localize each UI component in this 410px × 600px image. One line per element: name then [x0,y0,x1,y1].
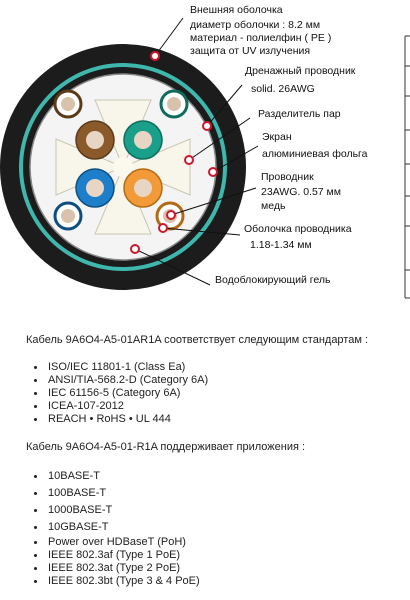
list-item: • IEEE 802.3bt (Type 3 & 4 PoE) [46,575,200,588]
label-drain-title: Дренажный проводник [245,65,356,77]
list-item: • 10BASE-T [46,468,200,485]
label-gel-title: Водоблокирующий гель [215,274,331,286]
list-item: • IEEE 802.3af (Type 1 PoE) [46,549,200,562]
label-conductor-gauge: 23AWG. 0.57 мм [261,186,341,198]
label-drain-value: solid. 26AWG [251,83,315,95]
applications-list [28,468,200,588]
list-item: • ANSI/TIA-568.2-D (Category 6A) [46,374,208,387]
label-separator-title: Разделитель пар [258,108,341,120]
list-item: • 1000BASE-T [46,502,200,519]
label-jacket-title: Внешняя оболочка [190,4,283,16]
list-item: • IEC 61156-5 (Category 6A) [46,387,208,400]
standards-intro: Кабель 9A6O4-A5-01AR1A соответствует следующим стандартам : [26,334,369,346]
list-item: • 10GBASE-T [46,519,200,536]
label-jacket-uv: защита от UV излучения [190,45,311,57]
list-item: • ISO/IEC 11801-1 (Class Ea) [46,361,208,374]
applications-intro: Кабель 9A6O4-A5-01-R1A поддерживает приложения : [26,441,306,453]
leader-jacket [155,18,183,56]
label-shield-value: алюминиевая фольга [262,148,368,160]
list-item: • ICEA-107-2012 [46,400,208,413]
list-item: • Power over HDBaseT (PoH) [46,536,200,549]
list-item: • 100BASE-T [46,485,200,502]
side-table-edge [405,36,410,298]
standards-list [28,361,208,426]
list-item: • IEEE 802.3at (Type 2 PoE) [46,562,200,575]
label-jacket-material: материал - полиелфин ( PE ) [190,32,332,44]
label-conductor-material: медь [261,200,286,212]
label-insulation-value: 1.18-1.34 мм [250,239,312,251]
list-item: • REACH • RoHS • UL 444 [46,413,208,426]
label-shield-title: Экран [262,131,292,143]
label-insulation-title: Оболочка проводника [244,223,352,235]
label-conductor-title: Проводник [261,171,314,183]
label-jacket-diameter: диаметр оболочки : 8.2 мм [190,19,321,31]
